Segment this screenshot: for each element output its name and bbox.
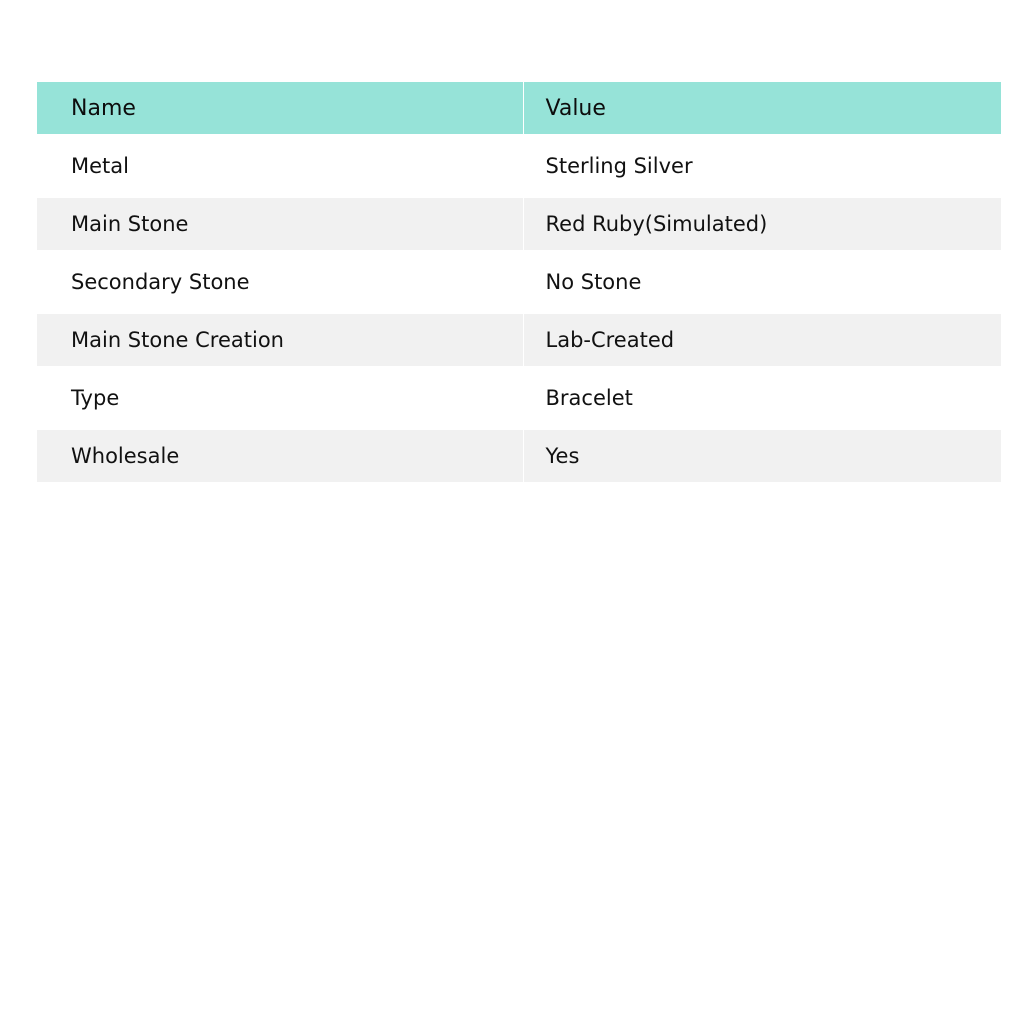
row-value-cell: Sterling Silver [523, 134, 1001, 198]
row-name-cell: Main Stone Creation [37, 314, 523, 366]
row-name-cell: Wholesale [37, 430, 523, 482]
table-row [37, 430, 1001, 482]
row-name-cell: Type [37, 366, 523, 430]
row-value-cell: Lab-Created [523, 314, 1001, 366]
row-name-cell: Secondary Stone [37, 250, 523, 314]
row-value-cell: Bracelet [523, 366, 1001, 430]
specifications-table [37, 82, 1001, 482]
table-row [37, 250, 1001, 314]
row-value-cell: No Stone [523, 250, 1001, 314]
row-value-cell: Red Ruby(Simulated) [523, 198, 1001, 250]
row-name-cell: Main Stone [37, 198, 523, 250]
header-row [37, 82, 1001, 134]
table-row [37, 314, 1001, 366]
table-row [37, 198, 1001, 250]
column-header-value: Value [523, 82, 1001, 134]
row-value-cell: Yes [523, 430, 1001, 482]
column-header-name: Name [37, 82, 523, 134]
table-row [37, 366, 1001, 430]
row-name-cell: Metal [37, 134, 523, 198]
table-row [37, 134, 1001, 198]
